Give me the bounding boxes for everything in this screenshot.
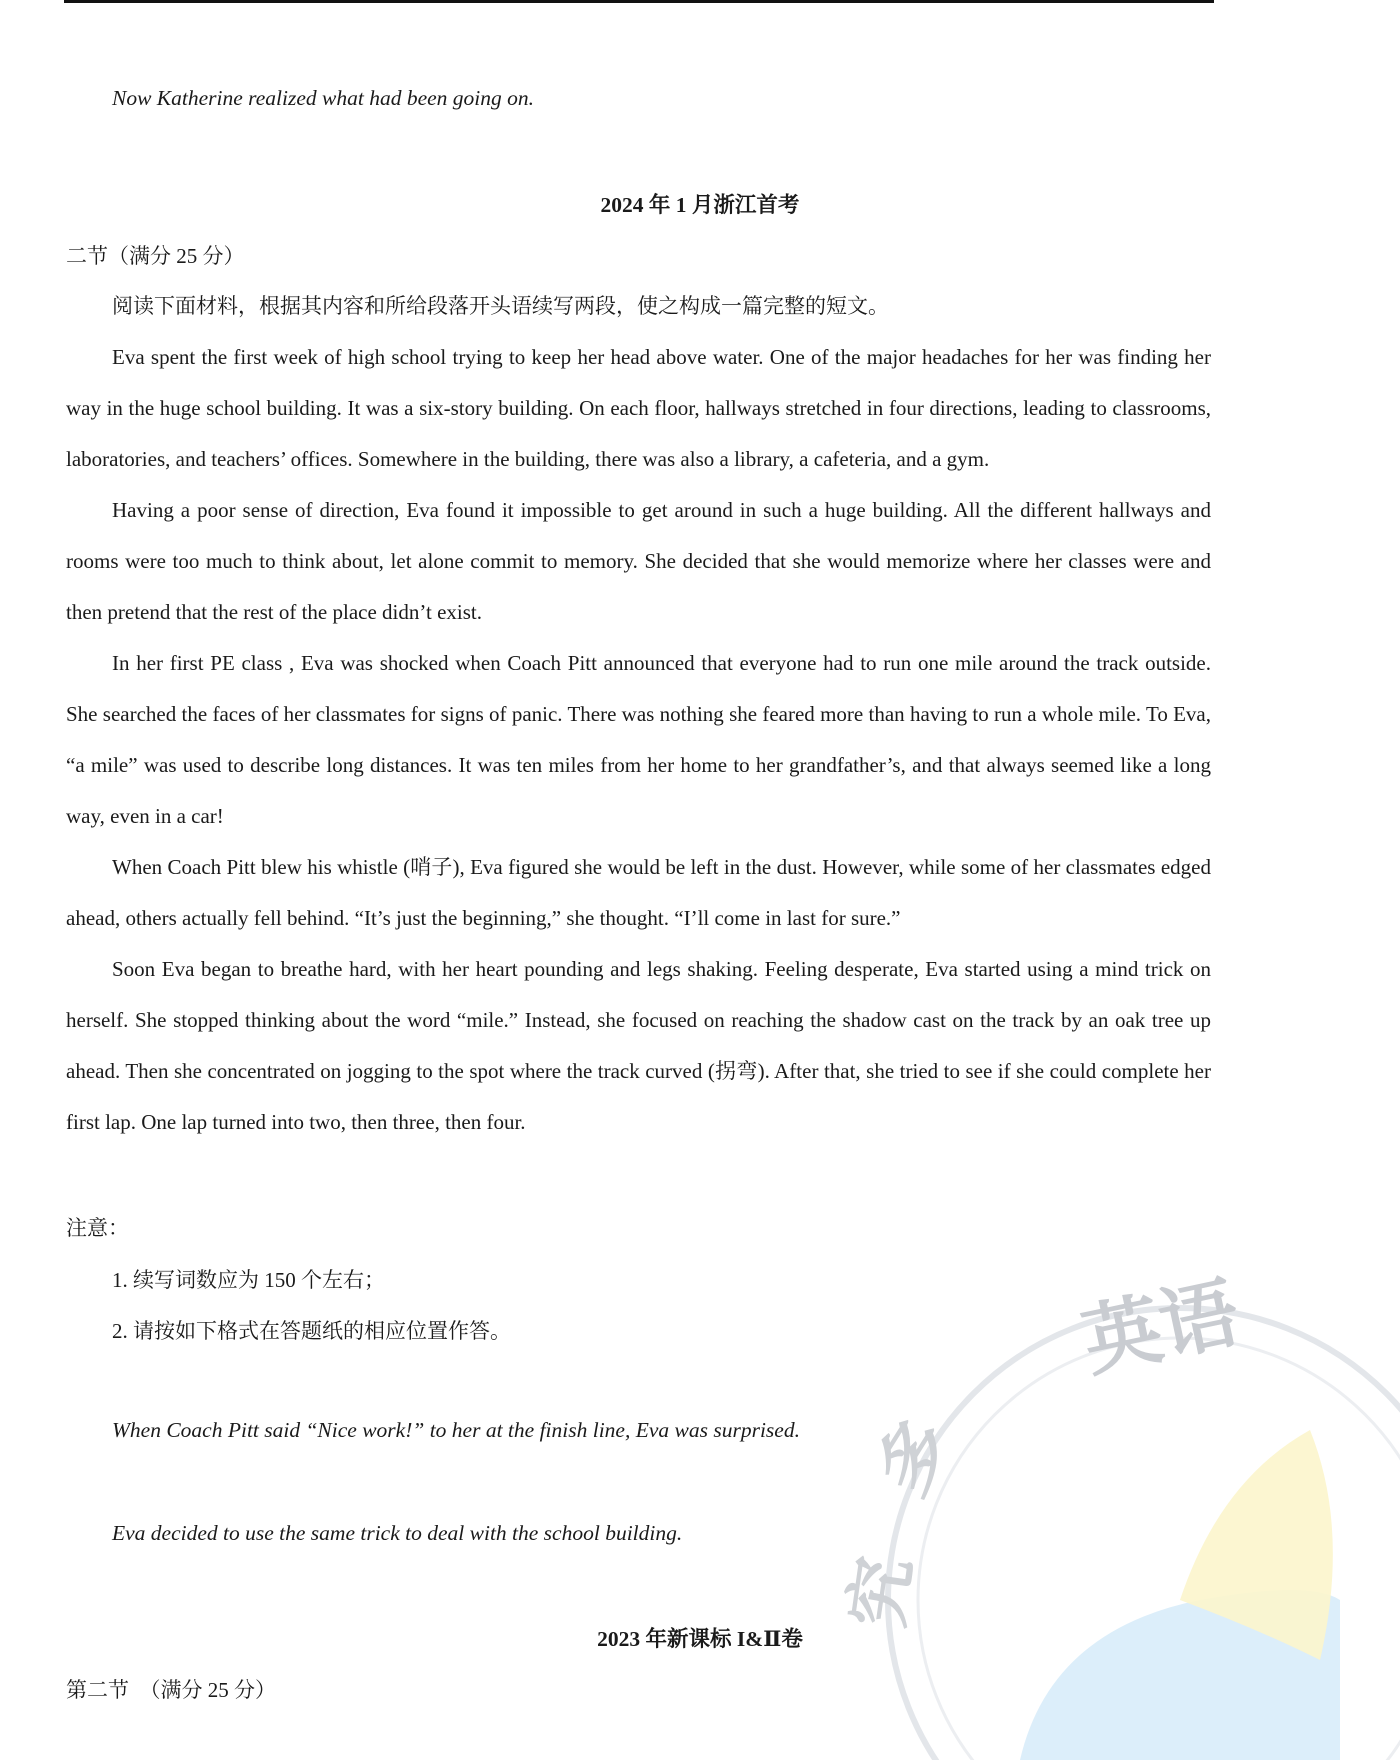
passage-paragraph: Eva spent the first week of high school trying to keep her head above water. One of the major headaches for her was finding her way in the huge school building. It was a six-story building. On each floor, hallways stretched in four directions, leading to classrooms, laboratories, and teachers’ offices. Somewhere in the building, there was also a library, a cafeteria, and a gym. xyxy=(66,345,1211,471)
section-heading-2023: 2023 年新课标 I&Ⅱ卷 xyxy=(597,1627,803,1651)
seal-blue-leaf xyxy=(1020,1590,1340,1760)
watermark-glyph-2: 究 xyxy=(835,1551,927,1633)
watermark-glyph-1: 多 xyxy=(859,1403,969,1510)
part-label-2023: 第二节 （满分 25 分） xyxy=(66,1678,276,1702)
paragraph-opener: Eva decided to use the same trick to deal with the school building. xyxy=(112,1521,683,1545)
watermark-seal xyxy=(835,1268,1340,1760)
note-label: 注意： xyxy=(66,1216,129,1240)
passage-paragraph: Having a poor sense of direction, Eva found it impossible to get around in such a huge building. All the different hallways and rooms were too much to think about, let alone commit to memory. She decided that she would memorize where her classes were and then pretend that the rest of the place didn’t exist. xyxy=(66,498,1211,624)
part-label-2024: 二节（满分 25 分） xyxy=(66,244,245,268)
watermark-text: 英语 xyxy=(1075,1268,1247,1389)
seal-inner-ring xyxy=(918,1338,1400,1760)
seal-ring xyxy=(888,1308,1400,1760)
passage-paragraph: When Coach Pitt blew his whistle (哨子), Eva figured she would be left in the dust. However, while some of her classmates edged ahead, others actually fell behind. “It’s just the beginning,” she thought. “I’ll come in last for sure.” xyxy=(66,855,1211,930)
note-item: 1. 续写词数应为 150 个左右； xyxy=(112,1268,385,1292)
top-rule xyxy=(64,0,1214,3)
instruction-text: 阅读下面材料，根据其内容和所给段落开头语续写两段，使之构成一篇完整的短文。 xyxy=(112,294,889,318)
paragraph-opener: When Coach Pitt said “Nice work!” to her at the finish line, Eva was surprised. xyxy=(112,1418,800,1442)
story-ending-line: Now Katherine realized what had been going on. xyxy=(112,86,535,110)
section-heading-2024: 2024 年 1 月浙江首考 xyxy=(600,193,800,217)
passage-body xyxy=(66,332,1211,1148)
note-item: 2. 请按如下格式在答题纸的相应位置作答。 xyxy=(112,1319,511,1343)
passage-paragraph: Soon Eva began to breathe hard, with her heart pounding and legs shaking. Feeling desperate, Eva started using a mind trick on herself. She stopped thinking about the word “mile.” Instead, she focused on reaching the shadow cast on the track by an oak tree up ahead. Then she concentrated on jogging to the spot where the track curved (拐弯). After that, she tried to see if she could complete her first lap. One lap turned into two, then three, then four. xyxy=(66,957,1211,1134)
passage-paragraph: In her first PE class , Eva was shocked when Coach Pitt announced that everyone had to run one mile around the track outside. She searched the faces of her classmates for signs of panic. There was nothing she feared more than having to run a whole mile. To Eva, “a mile” was used to describe long distances. It was ten miles from her home to her grandfather’s, and that always seemed like a long way, even in a car! xyxy=(66,651,1211,828)
